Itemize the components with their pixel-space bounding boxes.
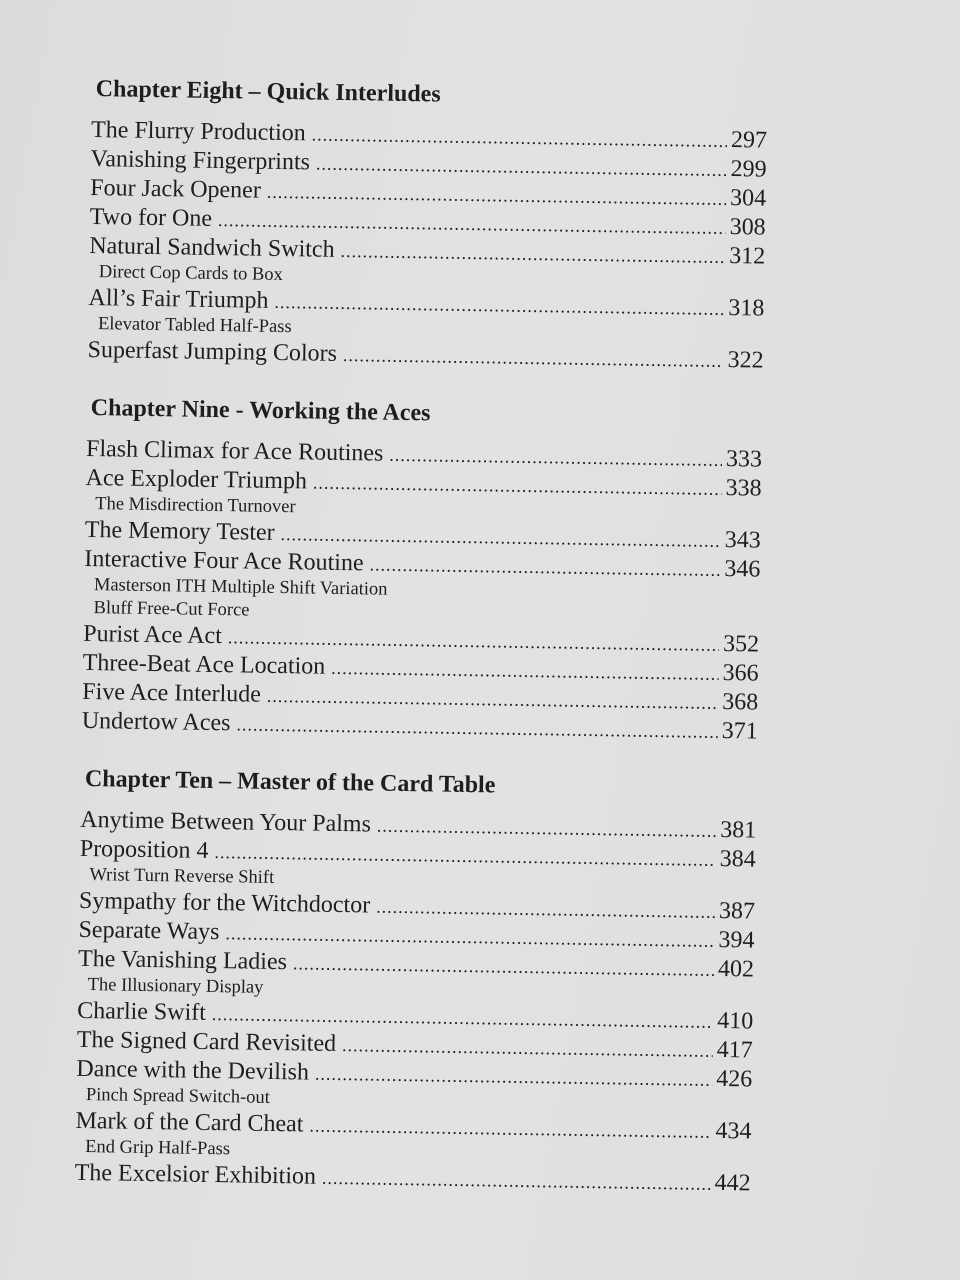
entry-title: The Excelsior Exhibition <box>74 1159 317 1190</box>
entry-title: The Vanishing Ladies <box>77 945 288 976</box>
dot-leader <box>389 441 722 475</box>
entry-title: Sympathy for the Witchdoctor <box>78 887 371 919</box>
page-number: 333 <box>725 446 763 473</box>
page-number: 426 <box>716 1065 753 1093</box>
toc-subentry: End Grip Half-Pass <box>84 1137 231 1160</box>
page-number: 299 <box>730 156 767 183</box>
entry-title: Charlie Swift <box>77 997 207 1026</box>
page-number: 368 <box>722 688 759 716</box>
chapter-title: Chapter Nine - Working the Aces <box>90 395 431 427</box>
entry-title: Undertow Aces <box>81 707 231 737</box>
entry-title: Vanishing Fingerprints <box>90 145 311 176</box>
page-number: 442 <box>714 1169 751 1197</box>
page-number: 352 <box>722 630 760 658</box>
entry-title: Four Jack Opener <box>90 174 262 204</box>
toc-subentry: Direct Cop Cards to Box <box>98 262 283 286</box>
entry-title: Dance with the Devilish <box>76 1055 310 1086</box>
toc-subentry: Pinch Spread Switch-out <box>85 1085 271 1108</box>
chapter-section <box>87 74 767 376</box>
entry-title: Natural Sandwich Switch <box>89 232 335 263</box>
page-number: 322 <box>727 347 764 374</box>
chapter-section <box>75 764 758 1199</box>
page-number: 434 <box>715 1117 752 1145</box>
entry-title: All’s Fair Triumph <box>88 284 269 314</box>
table-of-contents <box>74 74 768 1226</box>
entry-title: The Flurry Production <box>90 116 306 147</box>
toc-subentry: The Misdirection Turnover <box>95 494 296 518</box>
dot-leader <box>343 341 724 376</box>
dot-leader <box>322 1164 711 1199</box>
entry-title: Flash Climax for Ace Routines <box>85 435 384 467</box>
toc-subentry: Masterson ITH Multiple Shift Variation <box>93 575 388 600</box>
page-number: 343 <box>724 526 761 554</box>
entry-title: Ace Exploder Triumph <box>85 464 308 495</box>
toc-subentry: Wrist Turn Reverse Shift <box>89 865 275 888</box>
page-number: 387 <box>718 897 756 925</box>
chapter-title: Chapter Eight – Quick Interludes <box>95 76 441 108</box>
page-number: 312 <box>729 243 766 270</box>
entry-title: Three-Beat Ace Location <box>82 649 326 680</box>
page-number: 394 <box>718 926 755 954</box>
entry-title: Mark of the Card Cheat <box>75 1107 304 1138</box>
entry-title: Interactive Four Ace Routine <box>84 545 364 577</box>
page-number: 410 <box>716 1007 754 1035</box>
entry-title: The Memory Tester <box>84 516 275 546</box>
page-number: 304 <box>729 185 767 212</box>
toc-subentry: The Illusionary Display <box>87 975 264 998</box>
page-number: 381 <box>719 816 757 844</box>
entry-title: Purist Ace Act <box>82 620 223 650</box>
page-number: 308 <box>729 214 766 241</box>
entry-title: Anytime Between Your Palms <box>80 806 372 838</box>
page-number: 402 <box>717 955 755 983</box>
entry-title: Superfast Jumping Colors <box>87 336 338 367</box>
entry-title: Proposition 4 <box>79 835 209 864</box>
page-number: 371 <box>721 717 758 745</box>
page-number: 346 <box>724 555 761 583</box>
page-number: 366 <box>722 659 759 687</box>
toc-subentry: Elevator Tabled Half-Pass <box>97 314 292 338</box>
page-number: 297 <box>730 127 768 154</box>
chapter-section <box>82 393 763 747</box>
toc-subentry: Bluff Free-Cut Force <box>93 598 250 621</box>
chapter-title: Chapter Ten – Master of the Card Table <box>84 765 496 799</box>
entry-title: Two for One <box>89 203 213 232</box>
page-number: 318 <box>728 295 765 322</box>
page-number: 417 <box>716 1036 753 1064</box>
entry-title: The Signed Card Revisited <box>76 1026 337 1057</box>
entry-title: Separate Ways <box>78 916 220 946</box>
entry-title: Five Ace Interlude <box>82 678 262 708</box>
page-number: 384 <box>719 845 756 873</box>
page-number: 338 <box>725 475 762 502</box>
